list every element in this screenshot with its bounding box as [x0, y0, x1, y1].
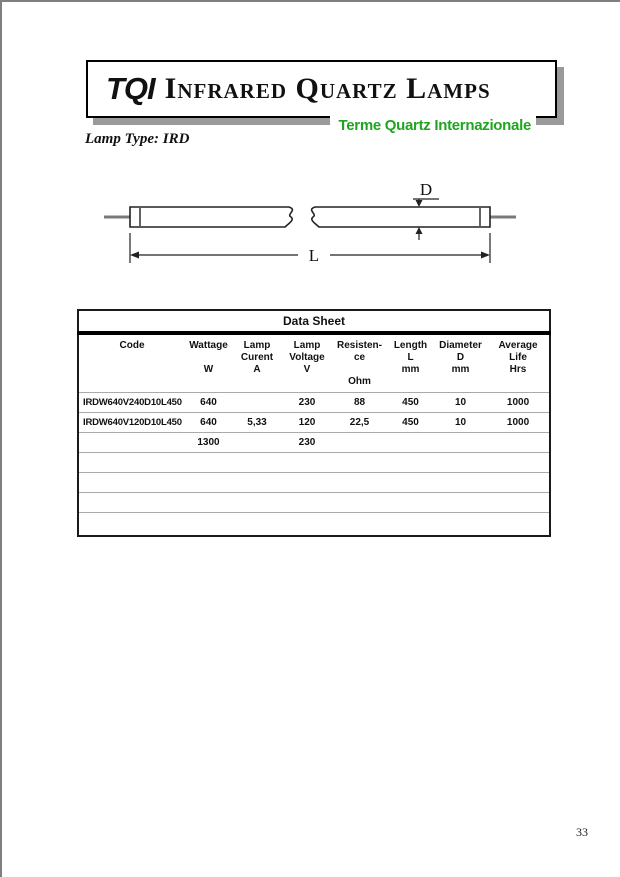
- cell-value: 1000: [487, 393, 550, 413]
- cell-value: [232, 513, 282, 537]
- cell-value: [185, 493, 232, 513]
- cell-value: [387, 513, 434, 537]
- cell-value: [487, 453, 550, 473]
- l-arrowhead-left: [130, 252, 139, 259]
- cell-value: [387, 473, 434, 493]
- cell-code: IRDW640V120D10L450: [78, 413, 185, 433]
- cell-code: [78, 493, 185, 513]
- data-sheet-table: [77, 309, 551, 537]
- table-row: [78, 433, 550, 453]
- column-header: Average Life Hrs: [498, 340, 538, 375]
- cell-value: 230: [282, 393, 332, 413]
- table-title-row: [78, 310, 550, 333]
- cell-value: [332, 493, 387, 513]
- cell-value: [282, 453, 332, 473]
- cell-value: [387, 433, 434, 453]
- cell-value: [332, 433, 387, 453]
- cell-value: [282, 493, 332, 513]
- cell-value: 450: [387, 413, 434, 433]
- cell-value: 640: [185, 413, 232, 433]
- cell-value: 230: [282, 433, 332, 453]
- column-header: Length L mm: [393, 340, 428, 375]
- cell-value: [282, 513, 332, 537]
- lamp-tube-right: [312, 207, 490, 227]
- cell-value: 1000: [487, 413, 550, 433]
- cell-value: [282, 473, 332, 493]
- column-header: Diameter D mm: [439, 340, 482, 375]
- diagram-l-label: L: [308, 246, 320, 265]
- cell-value: [434, 473, 487, 493]
- cell-code: IRDW640V240D10L450: [78, 393, 185, 413]
- table-row: [78, 413, 550, 433]
- cell-value: 1300: [185, 433, 232, 453]
- cell-value: [232, 473, 282, 493]
- cell-value: [434, 513, 487, 537]
- table-title: Data Sheet: [78, 310, 550, 333]
- cell-value: [487, 513, 550, 537]
- cell-value: [185, 473, 232, 493]
- cell-value: 450: [387, 393, 434, 413]
- table-header-row: [78, 333, 550, 393]
- cell-value: [387, 453, 434, 473]
- diagram-d-label: D: [419, 180, 433, 199]
- cell-value: [434, 433, 487, 453]
- column-header: Wattage W: [189, 340, 228, 375]
- cell-value: [185, 513, 232, 537]
- cell-value: [387, 493, 434, 513]
- l-arrowhead-right: [481, 252, 490, 259]
- cell-value: 5,33: [232, 413, 282, 433]
- cell-value: [232, 453, 282, 473]
- cell-value: [232, 393, 282, 413]
- cell-value: [487, 493, 550, 513]
- table-row: [78, 393, 550, 413]
- lamp-type-label: Lamp Type: IRD: [85, 131, 190, 147]
- table-row: [78, 473, 550, 493]
- column-header: Lamp Voltage V: [289, 340, 325, 375]
- lamp-tube-left: [130, 207, 292, 227]
- column-header: Resisten- ce Ohm: [336, 340, 382, 387]
- cell-value: [332, 453, 387, 473]
- cell-value: [434, 453, 487, 473]
- table-row: [78, 453, 550, 473]
- cell-value: 88: [332, 393, 387, 413]
- cell-value: 10: [434, 413, 487, 433]
- table-row: [78, 493, 550, 513]
- cell-code: [78, 453, 185, 473]
- cell-value: [232, 493, 282, 513]
- cell-value: [185, 453, 232, 473]
- brand-name: Terme Quartz Internazionale: [330, 116, 536, 135]
- cell-value: 640: [185, 393, 232, 413]
- cell-value: [332, 473, 387, 493]
- cell-value: [487, 473, 550, 493]
- cell-value: 22,5: [332, 413, 387, 433]
- logo-banner: [86, 60, 557, 118]
- cell-value: 120: [282, 413, 332, 433]
- cell-value: 10: [434, 393, 487, 413]
- logo-tqi-text: TQI: [106, 71, 155, 106]
- cell-value: [332, 513, 387, 537]
- column-header: Code: [119, 340, 145, 351]
- column-header: Lamp Curent A: [240, 340, 274, 375]
- d-arrowhead-up: [416, 227, 423, 234]
- lamp-diagram: [92, 177, 532, 272]
- cell-code: [78, 433, 185, 453]
- cell-value: [232, 433, 282, 453]
- cell-code: [78, 473, 185, 493]
- table-row: [78, 513, 550, 537]
- cell-code: [78, 513, 185, 537]
- d-arrowhead-down: [416, 200, 423, 207]
- page-number: 33: [576, 825, 588, 839]
- cell-value: [434, 493, 487, 513]
- logo-title-text: Infrared Quartz Lamps: [164, 72, 491, 105]
- cell-value: [487, 433, 550, 453]
